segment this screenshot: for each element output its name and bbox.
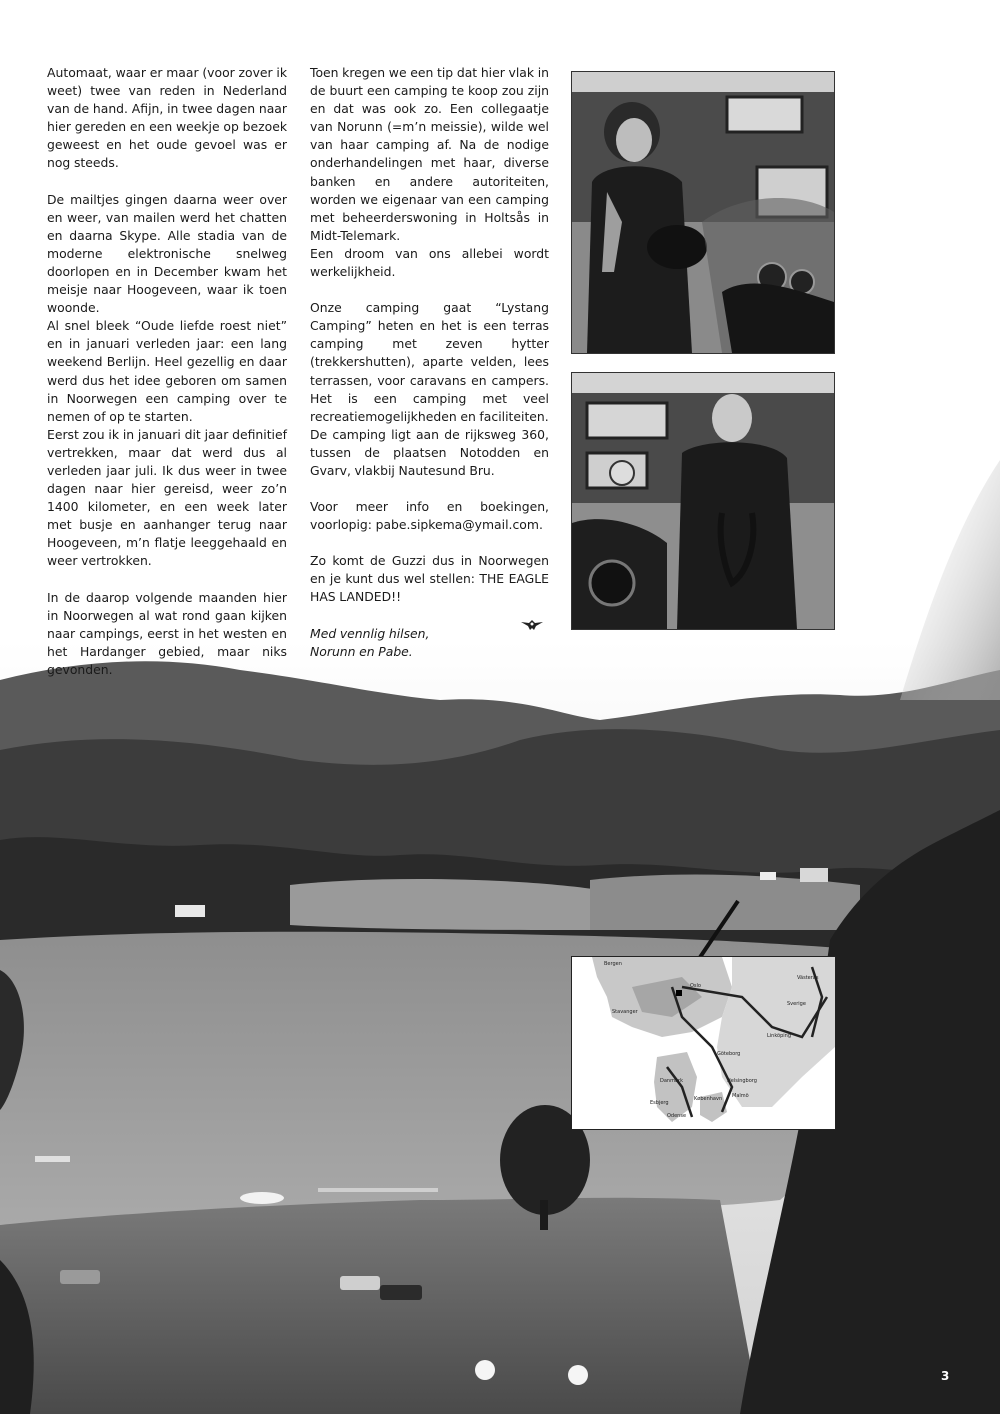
paragraph: De mailtjes gingen daarna weer over en weer, van mailen werd het chatten en daarna Skype. Alle stadia van de moderne elektronische snelweg doorlopen en in December kwam het meisje naar Hoogeveen, waar ik toen woonde.	[47, 191, 287, 316]
paragraph: Onze camping gaat “Lystang Camping” heten en het is een terras camping met zeven hytter (trekkershutten), aparte velden, lees terrassen, voor caravans en campers. Het is een camping met veel recreatiemogelijkheden en faciliteiten.	[310, 300, 549, 424]
map-label: Sverige	[787, 1001, 806, 1007]
location-map	[571, 956, 836, 1130]
article-column-1	[47, 64, 287, 697]
paragraph: Voor meer info en boekingen, voorlopig: pabe.sipkema@ymail.com.	[310, 499, 549, 533]
map-label: Esbjerg	[650, 1100, 669, 1106]
signature: Norunn en Pabe.	[310, 643, 413, 659]
map-label: Malmö	[732, 1093, 749, 1099]
paragraph: De camping ligt aan de rijksweg 360, tussen de plaatsen Notodden en Gvarv, vlakbij Nautesund Bru.	[310, 426, 549, 478]
map-label: Odense	[667, 1113, 687, 1119]
paragraph: Toen kregen we een tip dat hier vlak in de buurt een camping te koop zou zijn en dat was ook zo. Een collegaatje van Norunn (=m’n meissie), wilde wel van haar camping af. Na de nodige onderhandelingen met haar, diverse banken en andere autoriteiten, worden we eigenaar van een camping met beheerderswoning in Holtsås in Midt-Telemark.	[310, 65, 549, 243]
eagle-logo-icon	[520, 618, 544, 632]
paragraph: Een droom van ons allebei wordt werkelijkheid.	[310, 245, 549, 280]
paragraph: In de daarop volgende maanden hier in Noorwegen al wat rond gaan kijken naar campings, eerst in het westen en het Hardanger gebied, maar niks gevonden.	[47, 589, 287, 677]
map-label: Linköping	[767, 1033, 792, 1039]
paragraph: Zo komt de Guzzi dus in Noorwegen en je kunt dus wel stellen: THE EAGLE HAS LANDED!!	[310, 553, 549, 605]
paragraph: Automaat, waar er maar (voor zover ik weet) twee van reden in Nederland van de hand. Afijn, in twee dagen naar hier gereden en een weekje op bezoek geweest en het oude gevoel was er nog steeds.	[47, 65, 287, 171]
article-column-2	[310, 64, 549, 661]
closing-greeting: Med vennlig hilsen,	[310, 625, 430, 641]
landscape-photo	[0, 640, 1000, 1414]
map-label: Danmark	[660, 1078, 683, 1084]
tree-fade	[840, 400, 1000, 700]
map-label: Västerås	[797, 975, 819, 981]
photo-man-with-lock	[571, 372, 835, 630]
paragraph: Eerst zou ik in januari dit jaar definitief vertrekken, maar dat werd dus al verleden jaar juli. Ik dus weer in twee dagen naar hier gereisd, weer zo’n 1400 kilometer, en een week later met busje en aanhanger terug naar Hoogeveen, m’n flatje leeggehaald en weer vertrokken.	[47, 426, 287, 569]
map-label: København	[694, 1096, 723, 1102]
photo-woman-with-helmet	[571, 71, 835, 354]
map-label: Oslo	[690, 983, 701, 989]
paragraph: Al snel bleek “Oude liefde roest niet” en in januari verleden jaar: een lang weekend Berlijn. Heel gezellig en daar werd dus het idee geboren om samen in Noorwegen een camping over te nemen of op te starten.	[47, 318, 287, 424]
map-label: Göteborg	[717, 1051, 741, 1057]
map-label: Bergen	[604, 961, 622, 967]
map-label: Helsingborg	[727, 1078, 757, 1084]
page-number: 3	[941, 1369, 950, 1383]
map-label: Stavanger	[612, 1009, 638, 1015]
